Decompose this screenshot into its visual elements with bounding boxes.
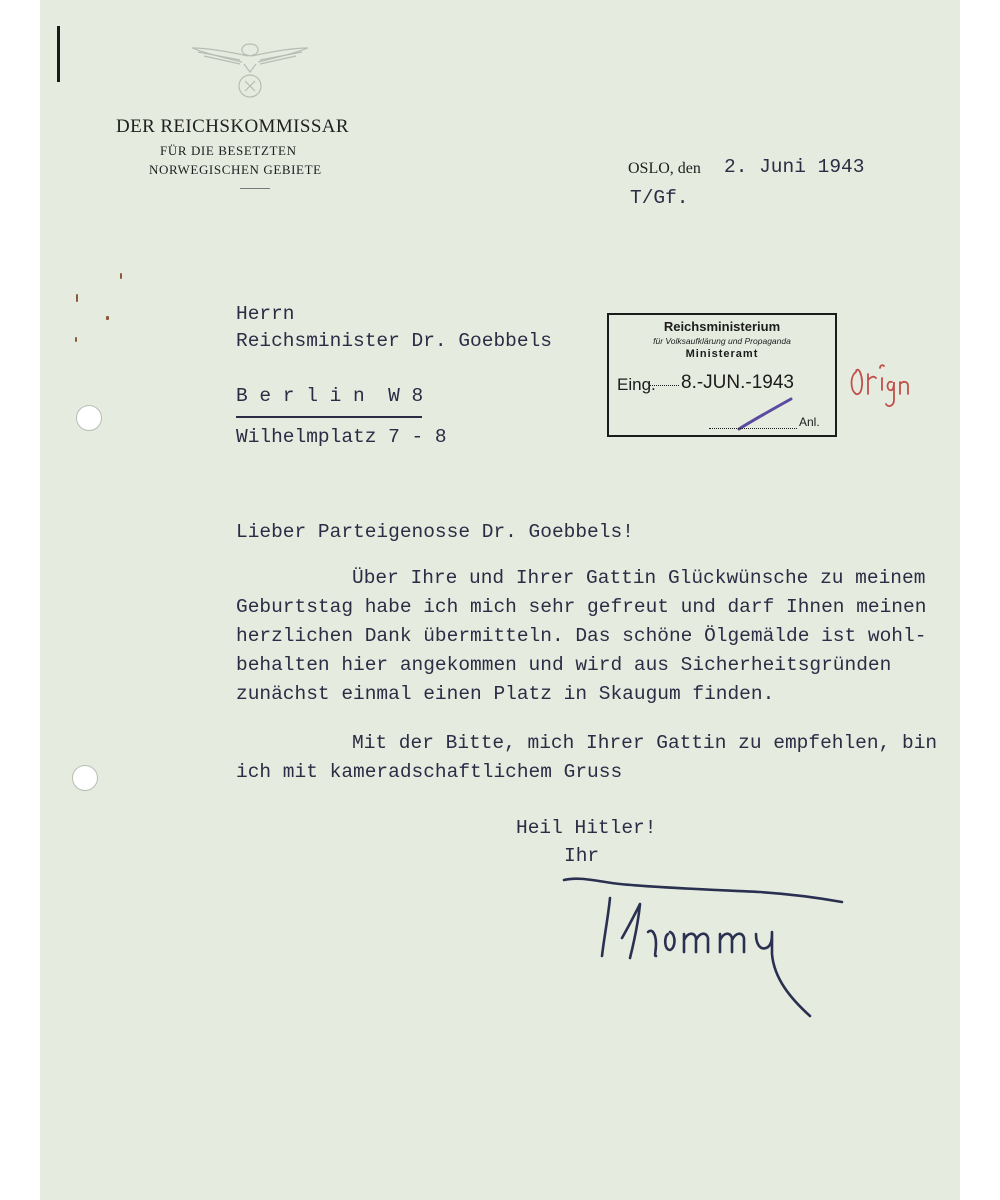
closing-salute: Heil Hitler!	[516, 817, 657, 839]
recipient-street: Wilhelmplatz 7 - 8	[236, 426, 447, 448]
stamp-date: 8.-JUN.-1943	[681, 372, 794, 393]
receipt-stamp	[607, 313, 837, 437]
body-line: behalten hier angekommen und wird aus Sicherheitsgründen	[236, 654, 892, 676]
stamp-ministry-name: Reichsministerium	[663, 319, 781, 334]
recipient-city: B e r l i n W 8	[236, 385, 424, 407]
paper-speck	[75, 337, 77, 342]
paper-speck	[106, 316, 109, 320]
city-underline	[236, 416, 422, 418]
eagle-emblem-icon	[190, 38, 310, 100]
recipient-title: Herrn	[236, 303, 295, 325]
letterhead-subtitle: FÜR DIE BESETZTEN	[160, 143, 297, 158]
reference-code: T/Gf.	[630, 187, 689, 209]
letterhead-divider	[240, 188, 270, 189]
edge-mark	[57, 26, 60, 82]
stamp-dotted-line	[649, 385, 679, 386]
stamp-ministry-subtitle: für Volksaufklärung und Propaganda	[653, 336, 791, 346]
letterhead-title: DER REICHSKOMMISSAR	[116, 116, 350, 137]
stamp-dotted-line	[709, 428, 797, 429]
paper-speck	[120, 273, 122, 279]
handwritten-annotation-icon	[846, 360, 910, 416]
closing-ihr: Ihr	[564, 845, 600, 867]
stamp-office: Ministeramt	[685, 348, 759, 360]
body-line: ich mit kameradschaftlichem Gruss	[236, 761, 623, 783]
punch-hole	[76, 405, 102, 431]
stamp-eing-label: Eing.	[617, 375, 656, 394]
punch-hole	[72, 765, 98, 791]
body-line: Geburtstag habe ich mich sehr gefreut und darf Ihnen meinen	[236, 596, 927, 618]
letter-greeting: Lieber Parteigenosse Dr. Goebbels!	[236, 521, 634, 543]
recipient-name: Reichsminister Dr. Goebbels	[236, 330, 552, 352]
paper-speck	[76, 294, 78, 302]
body-line: Mit der Bitte, mich Ihrer Gattin zu empfehlen, bin	[352, 732, 938, 754]
body-line: zunächst einmal einen Platz in Skaugum finden.	[236, 683, 775, 705]
stamp-anl-label: Anl.	[799, 415, 820, 429]
dateline-place: OSLO, den	[628, 160, 701, 177]
body-line: Über Ihre und Ihrer Gattin Glückwünsche zu meinem	[352, 567, 926, 589]
body-line: herzlichen Dank übermitteln. Das schöne Ölgemälde ist wohl-	[236, 625, 927, 647]
dateline-date: 2. Juni 1943	[724, 156, 865, 178]
letterhead-subtitle: NORWEGISCHEN GEBIETE	[149, 162, 322, 177]
handwritten-signature-icon	[560, 868, 850, 1018]
